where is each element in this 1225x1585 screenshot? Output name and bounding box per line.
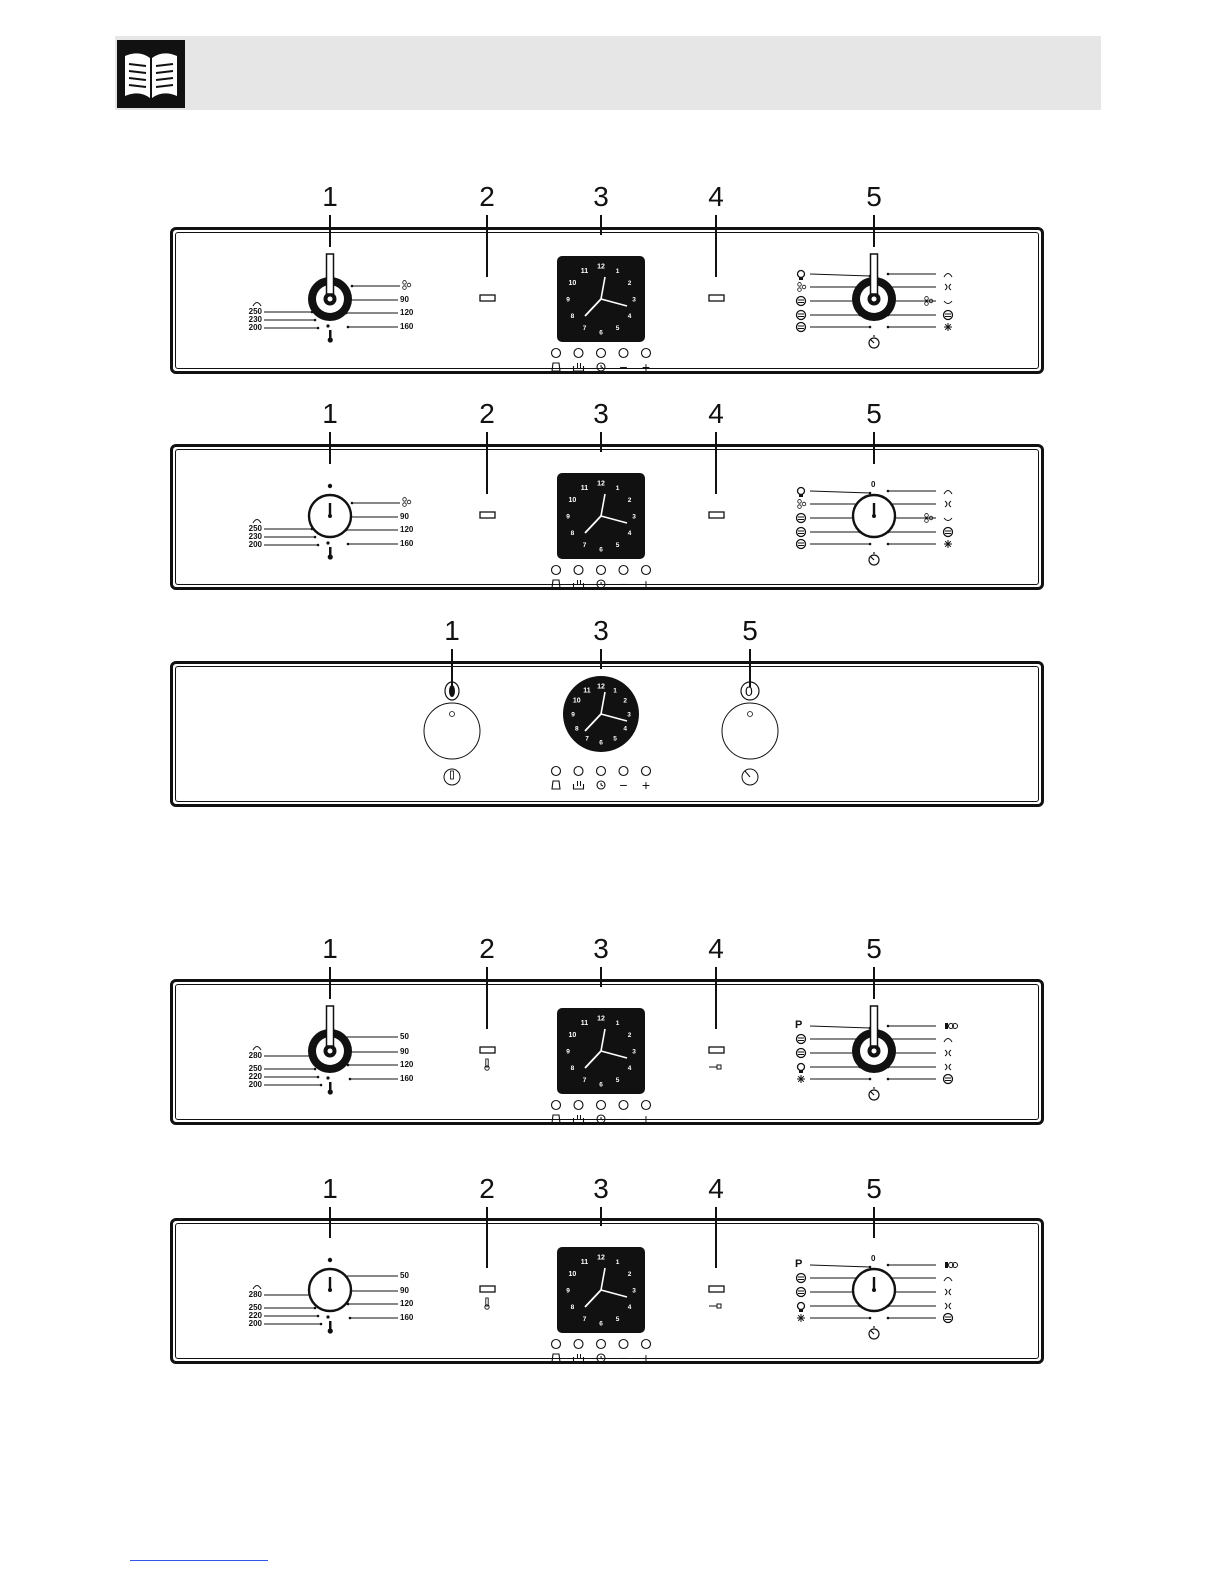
temp-label-left: 280: [248, 1051, 262, 1060]
clock-numeral: 11: [580, 1019, 589, 1027]
svg-text:−: −: [619, 777, 628, 793]
clock-numeral: 12: [597, 683, 605, 691]
callout-leader-line: [329, 967, 331, 999]
callout-number-2: 2: [479, 398, 495, 429]
clock-numeral: 3: [632, 513, 636, 521]
callout-leader-line: [600, 432, 602, 452]
callout-number-4: 4: [708, 1173, 724, 1204]
temp-label-right: 120: [400, 1060, 414, 1069]
callout-number-5: 5: [742, 615, 758, 646]
oven-control-panel: [170, 444, 1044, 590]
temp-label-right: 160: [400, 1074, 414, 1083]
temp-label-right: 90: [400, 512, 409, 521]
callout-leader-line: [486, 432, 488, 494]
callout-leader-line: [715, 967, 717, 1029]
clock-numeral: 8: [570, 1304, 575, 1311]
callout-number-4: 4: [708, 181, 724, 212]
clock-numeral: 4: [627, 1065, 632, 1072]
clock-numeral: 7: [585, 735, 589, 743]
clock-numeral: 12: [597, 1015, 605, 1023]
temp-label-left: 250: [248, 307, 262, 316]
callout-number-5: 5: [866, 398, 882, 429]
callout-leader-line: [873, 1207, 875, 1238]
temp-label-right: 120: [400, 525, 414, 534]
clock-numeral: 1: [613, 687, 617, 695]
clock-numeral: 4: [623, 725, 628, 733]
clock-numeral: 12: [597, 263, 605, 271]
clock-numeral: 9: [566, 1287, 570, 1295]
temp-label-right: 90: [400, 1047, 409, 1056]
callout-leader-line: [486, 215, 488, 277]
temp-label-left: 280: [248, 1290, 262, 1299]
clock-numeral: 5: [615, 325, 620, 333]
callout-number-4: 4: [708, 933, 724, 964]
callout-number-1: 1: [322, 181, 338, 212]
clock-numeral: 7: [582, 1077, 587, 1085]
function-zero-label: 0: [871, 1254, 876, 1263]
clock-numeral: 2: [627, 1032, 632, 1039]
temp-label-left: 230: [248, 532, 262, 541]
temp-label-left: 250: [248, 1303, 262, 1312]
temp-label-left: 230: [248, 315, 262, 324]
callout-leader-line: [715, 432, 717, 494]
clock-numeral: 3: [627, 711, 631, 719]
temp-label-left: 250: [248, 524, 262, 533]
clock-numeral: 10: [568, 1032, 577, 1039]
clock-numeral: 4: [627, 530, 632, 537]
callout-number-3: 3: [593, 615, 609, 646]
clock-numeral: 9: [566, 1048, 570, 1056]
callout-number-3: 3: [593, 1173, 609, 1204]
callout-leader-line: [600, 1207, 602, 1226]
callout-number-3: 3: [593, 181, 609, 212]
clock-numeral: 9: [566, 513, 570, 521]
callout-number-5: 5: [866, 933, 882, 964]
callout-leader-line: [486, 1207, 488, 1268]
clock-numeral: 4: [627, 1304, 632, 1311]
callout-leader-line: [715, 215, 717, 277]
clock-numeral: 1: [615, 267, 620, 275]
temp-label-right: 120: [400, 308, 414, 317]
temp-label-right: 50: [400, 1032, 409, 1041]
temp-label-right: 160: [400, 539, 414, 548]
callout-leader-line: [715, 1207, 717, 1268]
clock-numeral: 1: [615, 1258, 620, 1266]
callout-leader-line: [600, 967, 602, 987]
clock-numeral: 5: [615, 1316, 620, 1324]
temp-label-left: 200: [248, 540, 262, 549]
temp-label-right: 90: [400, 1286, 409, 1295]
clock-numeral: 10: [568, 1271, 577, 1278]
callout-leader-line: [600, 649, 602, 669]
clock-numeral: 6: [599, 546, 603, 554]
callout-number-2: 2: [479, 933, 495, 964]
function-zero-label: 0: [745, 683, 753, 699]
temp-label-right: 160: [400, 322, 414, 331]
clock-numeral: 11: [580, 267, 589, 275]
svg-text:−: −: [619, 1350, 628, 1366]
callout-number-2: 2: [479, 1173, 495, 1204]
footer-link-underline: [130, 1560, 268, 1561]
clock-numeral: 11: [580, 1258, 589, 1266]
callout-number-5: 5: [866, 181, 882, 212]
callout-leader-line: [329, 1207, 331, 1238]
callout-leader-line: [873, 215, 875, 247]
temp-label-right: 50: [400, 1271, 409, 1280]
callout-leader-line: [451, 649, 453, 687]
clock-numeral: 1: [615, 484, 620, 492]
temp-label-left: 250: [248, 1064, 262, 1073]
callout-leader-line: [873, 967, 875, 999]
oven-control-panel: [170, 661, 1044, 807]
clock-numeral: 1: [615, 1019, 620, 1027]
temp-label-left: 220: [248, 1311, 262, 1320]
clock-numeral: 12: [597, 480, 605, 488]
temp-label-right: 90: [400, 295, 409, 304]
clock-numeral: 7: [582, 325, 587, 333]
svg-text:+: +: [641, 1111, 651, 1127]
oven-control-panel: [170, 227, 1044, 374]
svg-text:+: +: [641, 359, 651, 375]
clock-numeral: 8: [570, 1065, 575, 1072]
program-label: P: [795, 1019, 803, 1031]
temp-label-right: 160: [400, 1313, 414, 1322]
svg-text:+: +: [641, 1350, 651, 1366]
oven-control-panel: [170, 979, 1044, 1125]
clock-numeral: 6: [599, 329, 603, 337]
callout-leader-line: [600, 215, 602, 235]
callout-leader-line: [486, 967, 488, 1029]
clock-numeral: 3: [632, 1287, 636, 1295]
clock-numeral: 3: [632, 1048, 636, 1056]
clock-numeral: 2: [627, 1271, 632, 1278]
callout-number-3: 3: [593, 398, 609, 429]
temp-label-right: 120: [400, 1299, 414, 1308]
clock-numeral: 6: [599, 1081, 603, 1089]
clock-numeral: 5: [615, 1077, 620, 1085]
callout-number-2: 2: [479, 181, 495, 212]
clock-numeral: 4: [627, 313, 632, 320]
clock-numeral: 10: [568, 280, 577, 287]
callout-leader-line: [329, 215, 331, 247]
callout-number-1: 1: [322, 1173, 338, 1204]
clock-numeral: 6: [599, 739, 603, 747]
temp-label-left: 200: [248, 323, 262, 332]
clock-numeral: 2: [627, 280, 632, 287]
callout-number-3: 3: [593, 933, 609, 964]
clock-numeral: 2: [627, 497, 632, 504]
clock-numeral: 9: [571, 711, 575, 719]
temp-label-left: 220: [248, 1072, 262, 1081]
callout-leader-line: [329, 432, 331, 464]
callout-number-1: 1: [322, 398, 338, 429]
clock-numeral: 8: [570, 313, 575, 320]
clock-numeral: 11: [583, 687, 591, 695]
clock-numeral: 10: [572, 697, 581, 705]
clock-numeral: 2: [623, 697, 628, 705]
program-label: P: [795, 1258, 803, 1270]
callout-number-1: 1: [322, 933, 338, 964]
clock-numeral: 3: [632, 296, 636, 304]
clock-numeral: 11: [580, 484, 589, 492]
svg-text:−: −: [619, 1111, 628, 1127]
oven-control-panel: [170, 1218, 1044, 1364]
function-zero-label: 0: [871, 480, 876, 489]
clock-numeral: 9: [566, 296, 570, 304]
clock-numeral: 7: [582, 542, 587, 550]
callout-number-4: 4: [708, 398, 724, 429]
clock-numeral: 8: [574, 725, 579, 733]
clock-numeral: 5: [615, 542, 620, 550]
svg-text:+: +: [641, 576, 651, 592]
clock-numeral: 6: [599, 1320, 603, 1328]
clock-numeral: 7: [582, 1316, 587, 1324]
clock-numeral: 5: [613, 735, 617, 743]
clock-numeral: 10: [568, 497, 577, 504]
clock-numeral: 12: [597, 1254, 605, 1262]
callout-number-1: 1: [444, 615, 460, 646]
callout-leader-line: [749, 649, 751, 687]
svg-text:+: +: [641, 777, 651, 793]
callout-number-5: 5: [866, 1173, 882, 1204]
svg-text:−: −: [619, 576, 628, 592]
svg-text:−: −: [619, 359, 628, 375]
temp-label-left: 200: [248, 1319, 262, 1328]
callout-leader-line: [873, 432, 875, 464]
temp-label-left: 200: [248, 1080, 262, 1089]
clock-numeral: 8: [570, 530, 575, 537]
